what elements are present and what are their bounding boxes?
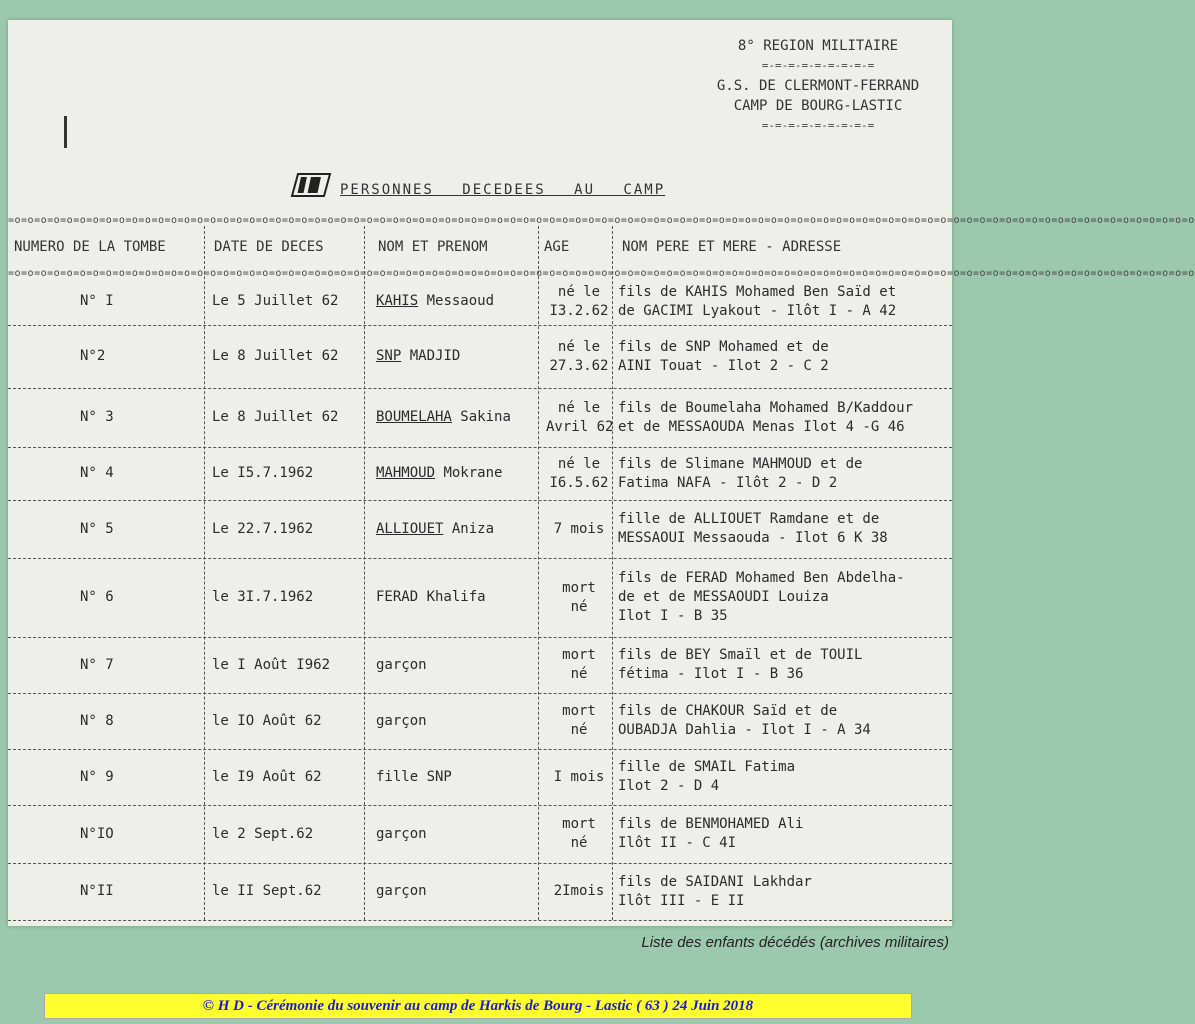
row-8-date: le IO Août 62 <box>212 712 322 729</box>
row-6-given-name: FERAD Khalifa <box>376 589 486 605</box>
row-3-name <box>376 408 511 427</box>
row-5-tomb-number: N° 5 <box>80 520 114 537</box>
row-8-age-line-1: mort <box>562 703 596 719</box>
row-5-age-line-1: 7 mois <box>553 520 605 537</box>
column-header-age: AGE <box>544 239 570 255</box>
row-11-name <box>376 882 427 901</box>
row-2-date: Le 8 Juillet 62 <box>212 348 339 364</box>
row-1-age-line-2: I3.2.62 <box>549 302 609 319</box>
row-4-tomb-number: N° 4 <box>80 465 114 481</box>
row-3-age-line-1: né le <box>557 399 601 416</box>
row-2-parents-line-2: AINI Touat - Ilot 2 - C 2 <box>618 357 829 374</box>
row-divider-6 <box>8 637 952 638</box>
row-divider-2 <box>8 388 952 389</box>
row-divider-5 <box>8 558 952 559</box>
row-2-name <box>376 347 460 366</box>
row-3-tomb-number: N° 3 <box>80 409 114 425</box>
row-9-parents-line-2: Ilot 2 - D 4 <box>618 778 720 794</box>
row-2-surname: SNP <box>376 348 402 364</box>
header-group: G.S. DE CLERMONT-FERRAND <box>716 78 920 94</box>
row-6-parents-line-3: Ilot I - B 35 <box>618 608 728 624</box>
row-7-given-name: garçon <box>376 656 427 673</box>
row-8-tomb-number: N° 8 <box>80 712 114 729</box>
table-separator-2: =o=o=o=o=o=o=o=o=o=o=o=o=o=o=o=o=o=o=o=o=o=o=o=o=o=o=o=o=o=o=o=o=o=o=o=o=o=o=o=o=o=o=o=o=o=o=o=o=o=o=o=o=o=o=o=o=o=o=o=o=o=o=o=o=o=o=o=o=o=o=o=o=o=o=o=o=o=o=o=o=o=o=o=o=o=o=o=o=o=o=o <box>8 268 1195 279</box>
row-1-parents-line-2: de GACIMI Lyakout - Ilôt I - A 42 <box>618 302 897 319</box>
row-1-age-line-1: né le <box>557 283 601 300</box>
row-3-age-line-2: Avril 62 <box>546 418 614 435</box>
column-divider-3 <box>538 226 539 920</box>
row-1-tomb-number: N° I <box>80 293 114 309</box>
row-2-age-line-1: né le <box>557 338 601 355</box>
initial-letter-icon <box>290 172 332 198</box>
row-7-age-line-1: mort <box>562 647 596 663</box>
row-10-date: le 2 Sept.62 <box>212 825 314 842</box>
row-4-given-name: Mokrane <box>443 465 503 481</box>
row-5-date: Le 22.7.1962 <box>212 520 314 537</box>
row-10-age-line-1: mort <box>562 816 596 832</box>
row-7-tomb-number: N° 7 <box>80 656 114 673</box>
row-divider-3 <box>8 447 952 448</box>
row-5-name <box>376 520 494 539</box>
row-3-surname: BOUMELAHA <box>376 409 452 425</box>
row-9-date: le I9 Août 62 <box>212 768 322 785</box>
row-10-name <box>376 825 427 844</box>
row-10-given-name: garçon <box>376 825 427 842</box>
row-7-parents-line-2: fétima - Ilot I - B 36 <box>618 666 804 682</box>
row-3-parents-line-1: fils de Boumelaha Mohamed B/Kaddour <box>618 399 914 416</box>
row-2-parents-line-1: fils de SNP Mohamed et de <box>618 338 829 355</box>
column-divider-1 <box>204 226 205 920</box>
header-camp: CAMP DE BOURG-LASTIC <box>733 98 903 114</box>
margin-mark <box>64 116 67 148</box>
row-11-parents-line-2: Ilôt III - E II <box>618 892 745 909</box>
row-4-date: Le I5.7.1962 <box>212 465 314 481</box>
row-divider-4 <box>8 500 952 501</box>
row-7-age-line-2: né <box>570 666 588 682</box>
row-5-surname: ALLIOUET <box>376 520 444 537</box>
row-8-age-line-2: né <box>570 722 588 738</box>
row-11-given-name: garçon <box>376 883 427 899</box>
document-title: PERSONNES DECEDEES AU CAMP <box>340 182 666 198</box>
row-1-name <box>376 292 494 311</box>
military-header <box>688 36 948 136</box>
row-4-age-line-2: I6.5.62 <box>549 474 609 491</box>
column-header-name: NOM ET PRENOM <box>378 239 488 255</box>
document-page <box>8 20 1195 926</box>
row-divider-1 <box>8 325 952 326</box>
row-1-parents-line-1: fils de KAHIS Mohamed Ben Saïd et <box>618 283 897 300</box>
row-5-given-name: Aniza <box>451 520 495 537</box>
row-5-parents-line-1: fille de ALLIOUET Ramdane et de <box>618 511 880 527</box>
row-9-parents-line-1: fille de SMAIL Fatima <box>618 759 796 775</box>
title-area <box>290 168 665 198</box>
row-2-given-name: MADJID <box>409 348 461 364</box>
header-region: 8° REGION MILITAIRE <box>737 38 899 54</box>
row-divider-8 <box>8 749 952 750</box>
row-1-date: Le 5 Juillet 62 <box>212 293 339 309</box>
row-9-tomb-number: N° 9 <box>80 768 114 785</box>
row-10-parents-line-2: Ilôt II - C 4I <box>618 835 737 851</box>
column-header-date: DATE DE DECES <box>214 239 324 255</box>
photo-caption: Liste des enfants décédés (archives militaires) <box>641 934 949 951</box>
row-7-name <box>376 656 427 675</box>
row-9-name <box>376 768 452 787</box>
row-10-tomb-number: N°IO <box>80 825 114 842</box>
row-divider-7 <box>8 693 952 694</box>
row-4-parents-line-1: fils de Slimane MAHMOUD et de <box>618 455 863 472</box>
row-8-parents-line-1: fils de CHAKOUR Saïd et de <box>618 703 838 719</box>
row-8-name <box>376 712 427 731</box>
column-divider-4 <box>612 226 613 920</box>
header-underline-2: =-=-=-=-=-=-=-=-= <box>761 119 875 132</box>
row-2-tomb-number: N°2 <box>80 348 106 364</box>
row-8-parents-line-2: OUBADJA Dahlia - Ilot I - A 34 <box>618 722 871 738</box>
row-11-date: le II Sept.62 <box>212 883 322 899</box>
row-6-age-line-1: mort <box>562 579 596 596</box>
row-10-age-line-2: né <box>570 835 588 851</box>
row-6-date: le 3I.7.1962 <box>212 589 314 605</box>
row-11-tomb-number: N°II <box>80 883 114 899</box>
row-7-date: le I Août I962 <box>212 656 331 673</box>
row-4-surname: MAHMOUD <box>376 465 436 481</box>
row-1-given-name: Messaoud <box>426 293 495 309</box>
row-4-parents-line-2: Fatima NAFA - Ilôt 2 - D 2 <box>618 474 838 491</box>
header-underline-1: =-=-=-=-=-=-=-=-= <box>761 59 875 72</box>
row-3-date: Le 8 Juillet 62 <box>212 409 339 425</box>
row-2-age-line-2: 27.3.62 <box>549 357 609 374</box>
row-10-parents-line-1: fils de BENMOHAMED Ali <box>618 816 804 832</box>
row-4-name <box>376 464 502 483</box>
row-divider-11 <box>8 920 952 921</box>
table-separator-1: =o=o=o=o=o=o=o=o=o=o=o=o=o=o=o=o=o=o=o=o=o=o=o=o=o=o=o=o=o=o=o=o=o=o=o=o=o=o=o=o=o=o=o=o=o=o=o=o=o=o=o=o=o=o=o=o=o=o=o=o=o=o=o=o=o=o=o=o=o=o=o=o=o=o=o=o=o=o=o=o=o=o=o=o=o=o=o=o=o=o=o <box>8 215 1195 226</box>
row-6-name <box>376 588 486 607</box>
row-6-age-line-2: né <box>570 598 588 615</box>
row-4-age-line-1: né le <box>557 455 601 472</box>
row-3-parents-line-2: et de MESSAOUDA Menas Ilot 4 -G 46 <box>618 418 905 435</box>
row-divider-10 <box>8 863 952 864</box>
row-6-parents-line-2: de et de MESSAOUDI Louiza <box>618 589 829 605</box>
row-9-given-name: fille SNP <box>376 768 452 785</box>
column-divider-2 <box>364 226 365 920</box>
row-7-parents-line-1: fils de BEY Smaïl et de TOUIL <box>618 647 863 663</box>
row-9-age-line-1: I mois <box>553 768 605 785</box>
row-8-given-name: garçon <box>376 712 427 729</box>
row-6-tomb-number: N° 6 <box>80 589 114 605</box>
row-11-parents-line-1: fils de SAIDANI Lakhdar <box>618 873 812 890</box>
column-header-parents: NOM PERE ET MERE - ADRESSE <box>622 239 842 255</box>
column-header-num: NUMERO DE LA TOMBE <box>14 239 166 255</box>
row-divider-9 <box>8 805 952 806</box>
row-3-given-name: Sakina <box>460 409 511 425</box>
row-1-surname: KAHIS <box>376 293 419 309</box>
row-11-age-line-1: 2Imois <box>553 883 605 899</box>
row-5-parents-line-2: MESSAOUI Messaouda - Ilot 6 K 38 <box>618 530 888 546</box>
row-6-parents-line-1: fils de FERAD Mohamed Ben Abdelha- <box>618 570 905 586</box>
copyright-banner: © H D - Cérémonie du souvenir au camp de Harkis de Bourg - Lastic ( 63 ) 24 Juin 2018 <box>44 993 912 1019</box>
